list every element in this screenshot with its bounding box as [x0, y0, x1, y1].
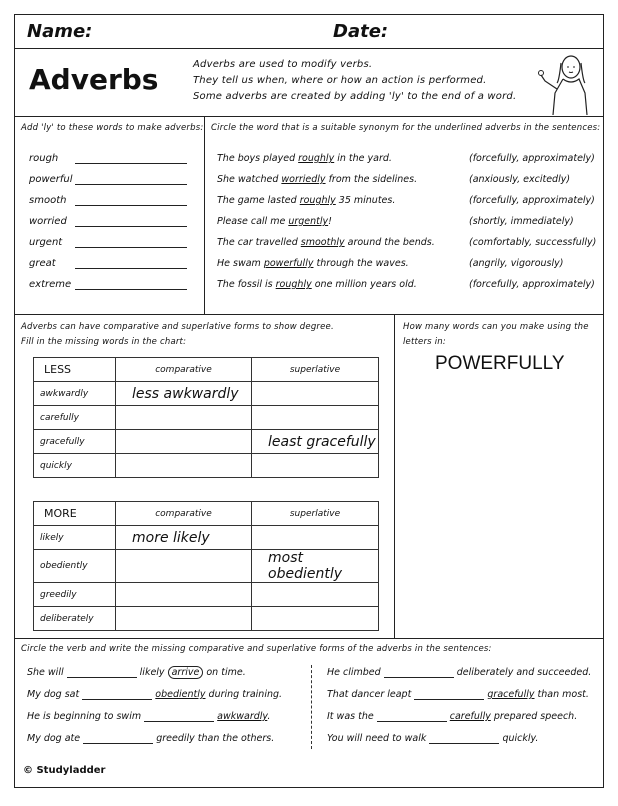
list-item: The game lasted roughly 35 minutes. (forcefully, approximately): [217, 195, 595, 206]
less-table: [33, 357, 379, 478]
degrees-instruction: Adverbs can have comparative and superlative forms to show degree. Fill in the missing words in the chart:: [21, 322, 334, 347]
less-header: LESS: [34, 358, 116, 382]
answer-cell[interactable]: [116, 583, 252, 607]
answer-cell[interactable]: [252, 583, 379, 607]
verbs-left-list: [27, 667, 282, 755]
list-item: That dancer leapt gracefully than most.: [327, 689, 589, 700]
answer-cell[interactable]: [252, 454, 379, 478]
intro-line: Some adverbs are created by adding 'ly' to the end of a word.: [193, 91, 517, 102]
list-item: urgent: [29, 237, 187, 258]
footer: [23, 765, 105, 776]
answer-cell[interactable]: least gracefully: [252, 430, 379, 454]
list-item: It was the carefully prepared speech.: [327, 711, 578, 722]
circled-verb[interactable]: arrive: [168, 666, 204, 679]
answer-cell[interactable]: most obediently: [252, 550, 379, 583]
answer-cell[interactable]: [116, 406, 252, 430]
more-table: [33, 501, 379, 631]
answer-line[interactable]: [75, 268, 187, 269]
answer-cell[interactable]: more likely: [116, 526, 252, 550]
table-row: deliberately: [34, 607, 379, 631]
answer-line[interactable]: [75, 163, 187, 164]
date-label: Date:: [333, 21, 389, 42]
comparative-header: comparative: [116, 358, 252, 382]
list-item: The fossil is roughly one million years old. (forcefully, approximately): [217, 279, 595, 290]
options[interactable]: (forcefully, approximately): [469, 279, 595, 290]
verbs-box: [14, 638, 604, 788]
list-item: worried: [29, 216, 187, 237]
answer-cell[interactable]: [116, 607, 252, 631]
answer-line[interactable]: [75, 226, 187, 227]
options[interactable]: (comfortably, successfully): [469, 237, 597, 248]
answer-line[interactable]: [377, 721, 447, 722]
synonym-list: [217, 153, 601, 300]
answer-cell[interactable]: [252, 526, 379, 550]
list-item: He is beginning to swim awkwardly.: [27, 711, 271, 722]
options[interactable]: (shortly, immediately): [469, 216, 574, 227]
answer-cell[interactable]: [252, 406, 379, 430]
word-game-box: [394, 314, 604, 640]
list-item: He swam powerfully through the waves. (angrily, vigorously): [217, 258, 564, 269]
options[interactable]: (anxiously, excitedly): [469, 174, 571, 185]
list-item: smooth: [29, 195, 187, 216]
options[interactable]: (forcefully, approximately): [469, 195, 595, 206]
list-item: My dog ate greedily than the others.: [27, 733, 275, 744]
intro-line: Adverbs are used to modify verbs.: [193, 59, 373, 70]
answer-line[interactable]: [414, 699, 484, 700]
table-row: quickly: [34, 454, 379, 478]
list-item: The car travelled smoothly around the bends. (comfortably, successfully): [217, 237, 597, 248]
table-row: carefully: [34, 406, 379, 430]
list-item: rough: [29, 153, 187, 174]
verbs-divider: [311, 665, 312, 749]
copyright-icon: ©: [23, 765, 33, 776]
list-item: extreme: [29, 279, 187, 300]
synonym-instruction: Circle the word that is a suitable synonym for the underlined adverbs in the sentences:: [211, 123, 601, 133]
answer-line[interactable]: [429, 743, 499, 744]
list-item: My dog sat obediently during training.: [27, 689, 283, 700]
options[interactable]: (forcefully, approximately): [469, 153, 595, 164]
title-box: [14, 48, 604, 118]
answer-line[interactable]: [144, 721, 214, 722]
header-box: [14, 14, 604, 50]
table-row: obediently most obediently: [34, 550, 379, 583]
answer-cell[interactable]: [116, 430, 252, 454]
degrees-box: [14, 314, 396, 640]
answer-line[interactable]: [82, 699, 152, 700]
comparative-header: comparative: [116, 502, 252, 526]
list-item: Please call me urgently! (shortly, immediately): [217, 216, 574, 227]
answer-line[interactable]: [75, 205, 187, 206]
list-item: The boys played roughly in the yard. (forcefully, approximately): [217, 153, 595, 164]
list-item: She will likely arrive on time.: [27, 667, 246, 678]
more-header: MORE: [34, 502, 116, 526]
table-row: likely more likely: [34, 526, 379, 550]
brand-name: Studyladder: [36, 765, 106, 776]
options[interactable]: (angrily, vigorously): [469, 258, 564, 269]
list-item: He climbed deliberately and succeeded.: [327, 667, 592, 678]
answer-line[interactable]: [67, 677, 137, 678]
add-ly-instruction: Add 'ly' to these words to make adverbs:: [21, 123, 204, 133]
answer-line[interactable]: [83, 743, 153, 744]
answer-line[interactable]: [75, 184, 187, 185]
table-row: gracefully least gracefully: [34, 430, 379, 454]
synonym-box: [204, 116, 604, 316]
table-row: greedily: [34, 583, 379, 607]
answer-cell[interactable]: [116, 550, 252, 583]
name-label: Name:: [27, 21, 93, 42]
teacher-illustration: [535, 53, 597, 115]
target-word: POWERFULLY: [435, 353, 565, 374]
answer-cell[interactable]: [116, 454, 252, 478]
table-row: awkwardly less awkwardly: [34, 382, 379, 406]
answer-cell[interactable]: [252, 382, 379, 406]
answer-cell[interactable]: [252, 607, 379, 631]
intro-line: They tell us when, where or how an action is performed.: [193, 75, 487, 86]
verbs-right-list: [327, 667, 591, 755]
list-item: She watched worriedly from the sidelines. (anxiously, excitedly): [217, 174, 571, 185]
list-item: You will need to walk quickly.: [327, 733, 539, 744]
answer-line[interactable]: [75, 247, 187, 248]
word-game-instruction: How many words can you make using the letters in:: [403, 322, 589, 347]
answer-line[interactable]: [384, 677, 454, 678]
answer-cell[interactable]: less awkwardly: [116, 382, 252, 406]
add-ly-list: [29, 153, 187, 300]
add-ly-box: [14, 116, 206, 316]
verbs-instruction: Circle the verb and write the missing comparative and superlative forms of the adverbs in the sentences:: [21, 644, 492, 654]
intro-text: [193, 57, 516, 105]
page-title: Adverbs: [29, 63, 159, 96]
list-item: powerful: [29, 174, 187, 195]
answer-line[interactable]: [75, 289, 187, 290]
superlative-header: superlative: [252, 502, 379, 526]
superlative-header: superlative: [252, 358, 379, 382]
list-item: great: [29, 258, 187, 279]
